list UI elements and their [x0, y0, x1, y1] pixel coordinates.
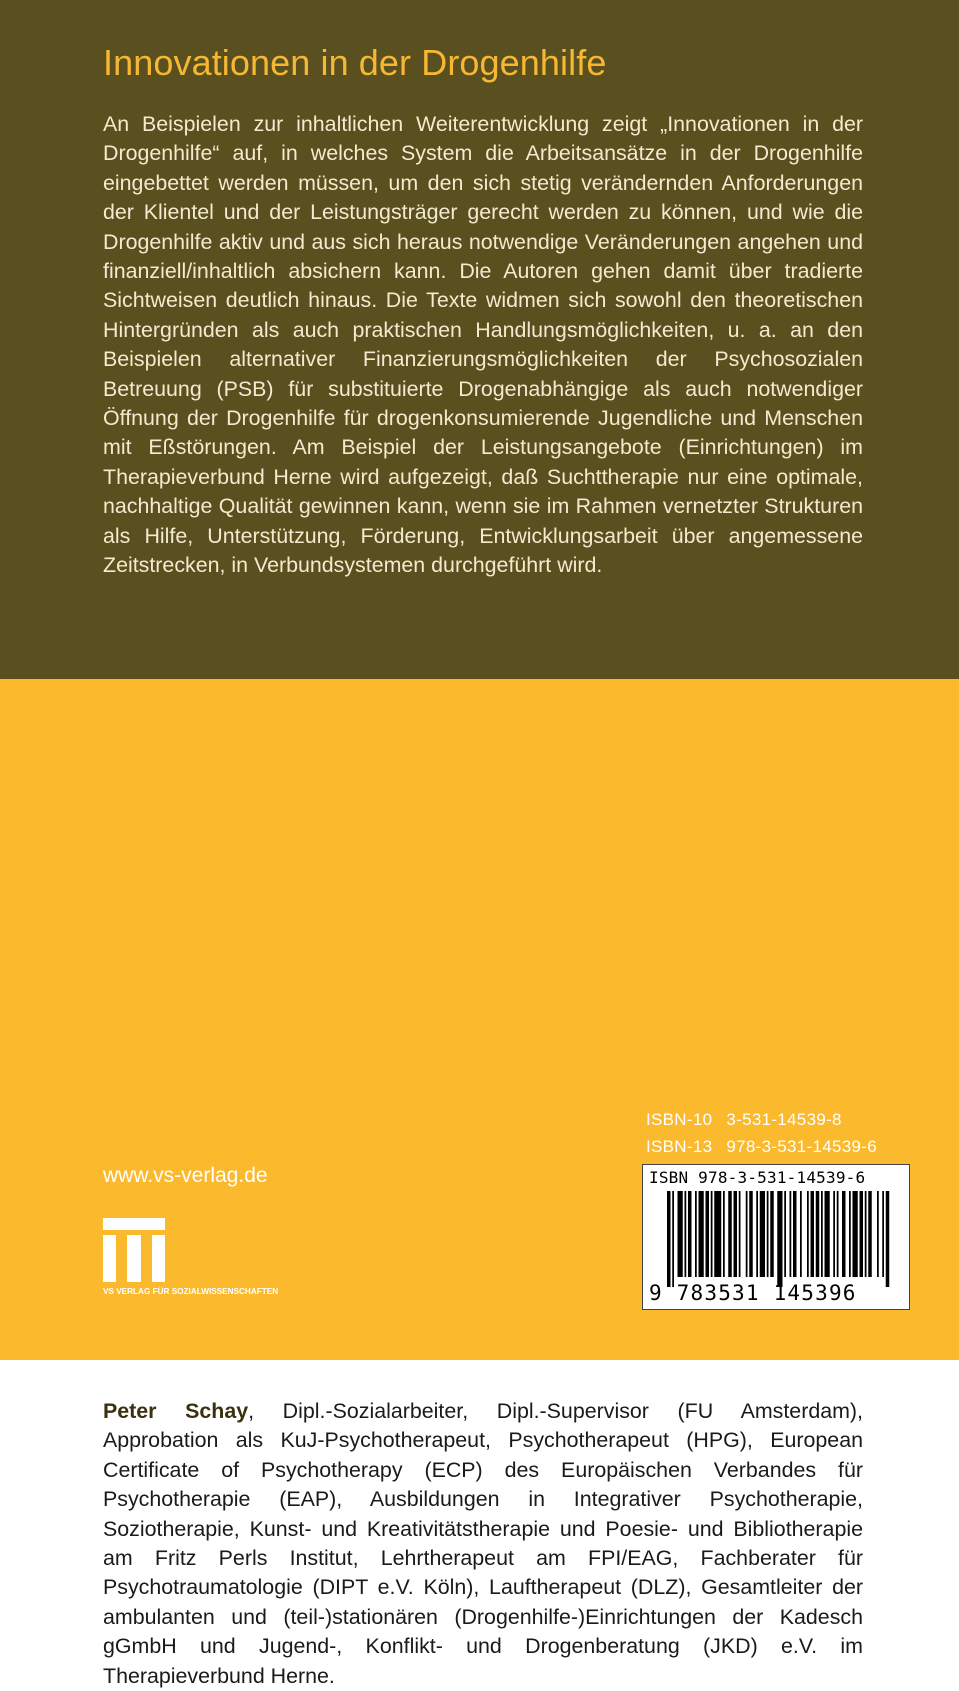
book-title: Innovationen in der Drogenhilfe: [103, 42, 607, 83]
barcode-bar: [777, 1191, 782, 1287]
isbn-10-value: 3-531-14539-8: [726, 1110, 842, 1129]
barcode-bar: [706, 1191, 710, 1277]
barcode-bar: [678, 1191, 683, 1277]
barcode-header: ISBN 978-3-531-14539-6: [649, 1168, 866, 1187]
barcode-bar: [793, 1191, 797, 1277]
barcode-bar: [760, 1191, 765, 1277]
barcode-bar: [746, 1191, 748, 1277]
isbn-13-label: ISBN-13: [646, 1137, 713, 1156]
barcode-bar: [811, 1191, 815, 1277]
isbn-10: [646, 1110, 842, 1130]
barcode-bar: [784, 1191, 786, 1277]
barcode-bar: [821, 1191, 823, 1277]
barcode-bar: [688, 1191, 692, 1277]
barcode-bar: [865, 1191, 867, 1277]
barcode-bar: [868, 1191, 872, 1277]
barcode-bar: [695, 1191, 697, 1277]
barcode-bar: [800, 1191, 802, 1277]
barcode-bar: [667, 1191, 671, 1287]
barcode-bar: [770, 1191, 774, 1277]
publisher-logo: [103, 1218, 333, 1296]
author-name: Peter Schay: [103, 1399, 249, 1423]
barcode-bar: [833, 1191, 835, 1277]
barcode-bar: [756, 1191, 758, 1277]
barcode-bar: [749, 1191, 753, 1277]
barcode-bar: [849, 1191, 851, 1277]
publisher-logo-text: VS VERLAG FÜR SOZIALWISSENSCHAFTEN: [103, 1287, 279, 1296]
barcode-bar: [685, 1191, 687, 1277]
book-description: An Beispielen zur inhaltlichen Weiterentwicklung zeigt „Innovationen in der Drogenhilfe“ auf, in welches System die Arbeitsansätze in der Drogenhilfe eingebettet werden müssen, um den sich stetig verändernden Anforderungen der Klientel und der Leistungsträger gerecht werden zu können, und wie die Drogenhilfe aktiv und aus sich heraus notwendige Veränderungen angehen und finanziell/inhaltlich absichern kann. Die Autoren gehen damit über tradierte Sichtweisen deutlich hinaus. Die Texte widmen sich sowohl den theoretischen Hintergründen als auch praktischen Handlungsmöglichkeiten, u. a. an den Beispielen alternativer Finanzierungsmöglichkeiten der Psychosozialen Betreuung (PSB) für substituierte Drogenabhängige als auch notwendiger Öffnung der Drogenhilfe für drogenkonsumierende Jugendliche und Menschen mit Eßstörungen. Am Beispiel der Leistungsangebote (Einrichtungen) im Therapieverbund Herne wird aufgezeigt, daß Suchttherapie nur eine optimale, nachhaltige Qualität gewinnen kann, wenn sie im Rahmen vernetzter Strukturen als Hilfe, Unterstützung, Förderung, Entwicklungsarbeit über angemessene Zeitstrecken, in Verbundsystemen durchgeführt wird.: [103, 112, 863, 578]
barcode-bar: [723, 1191, 725, 1277]
publisher-url: www.vs-verlag.de: [103, 1164, 268, 1187]
barcode-bar: [767, 1191, 769, 1277]
barcode-bar: [714, 1191, 721, 1277]
barcode-bar: [882, 1191, 884, 1277]
barcode-bar: [734, 1191, 738, 1277]
barcode-bar: [790, 1191, 792, 1277]
barcode-bar: [860, 1191, 864, 1277]
barcode-bar: [886, 1191, 890, 1287]
barcode-bar: [699, 1191, 704, 1277]
barcode-bar: [816, 1191, 820, 1277]
barcode: [642, 1164, 910, 1310]
isbn-13: [646, 1137, 877, 1157]
barcode-bar: [672, 1191, 674, 1287]
publisher-logo-icon: [103, 1218, 333, 1296]
barcode-bar: [728, 1191, 732, 1277]
barcode-bar: [877, 1191, 879, 1277]
barcode-bar: [739, 1191, 741, 1277]
isbn-10-label: ISBN-10: [646, 1110, 713, 1129]
barcode-bar: [825, 1191, 830, 1277]
barcode-bars: [667, 1191, 893, 1287]
barcode-digits: 9 783531 145396: [649, 1281, 857, 1305]
barcode-bar: [807, 1191, 809, 1277]
barcode-bar: [853, 1191, 858, 1277]
blurb-panel: [0, 0, 959, 679]
barcode-bar: [837, 1191, 839, 1277]
isbn-13-value: 978-3-531-14539-6: [726, 1137, 878, 1156]
barcode-bar: [842, 1191, 846, 1277]
author-bio: [103, 1397, 863, 1691]
barcode-bar: [711, 1191, 713, 1277]
author-bio-text: , Dipl.-Sozialarbeiter, Dipl.-Supervisor (FU Amsterdam), Approbation als KuJ-Psychotherapeut, Psychotherapeut (HPG), European Certificate of Psychotherapy (ECP) des Europäischen Verbandes für Psychotherapie (EAP), Ausbildungen in Integrativer Psychotherapie, Soziotherapie, Kunst- und Kreativitätstherapie und Poesie- und Bibliotherapie am Fritz Perls Institut, Lehrtherapeut am FPI/EAG, Fachberater für Psychotraumatologie (DIPT e.V. Köln), Lauftherapeut (DLZ), Gesamtleiter der ambulanten und (teil-)stationären (Drogenhilfe-)Einrichtungen der Kadesch gGmbH und Jugend-, Konflikt- und Drogenberatung (JKD) e.V. im Therapieverbund Herne.: [103, 1399, 863, 1688]
